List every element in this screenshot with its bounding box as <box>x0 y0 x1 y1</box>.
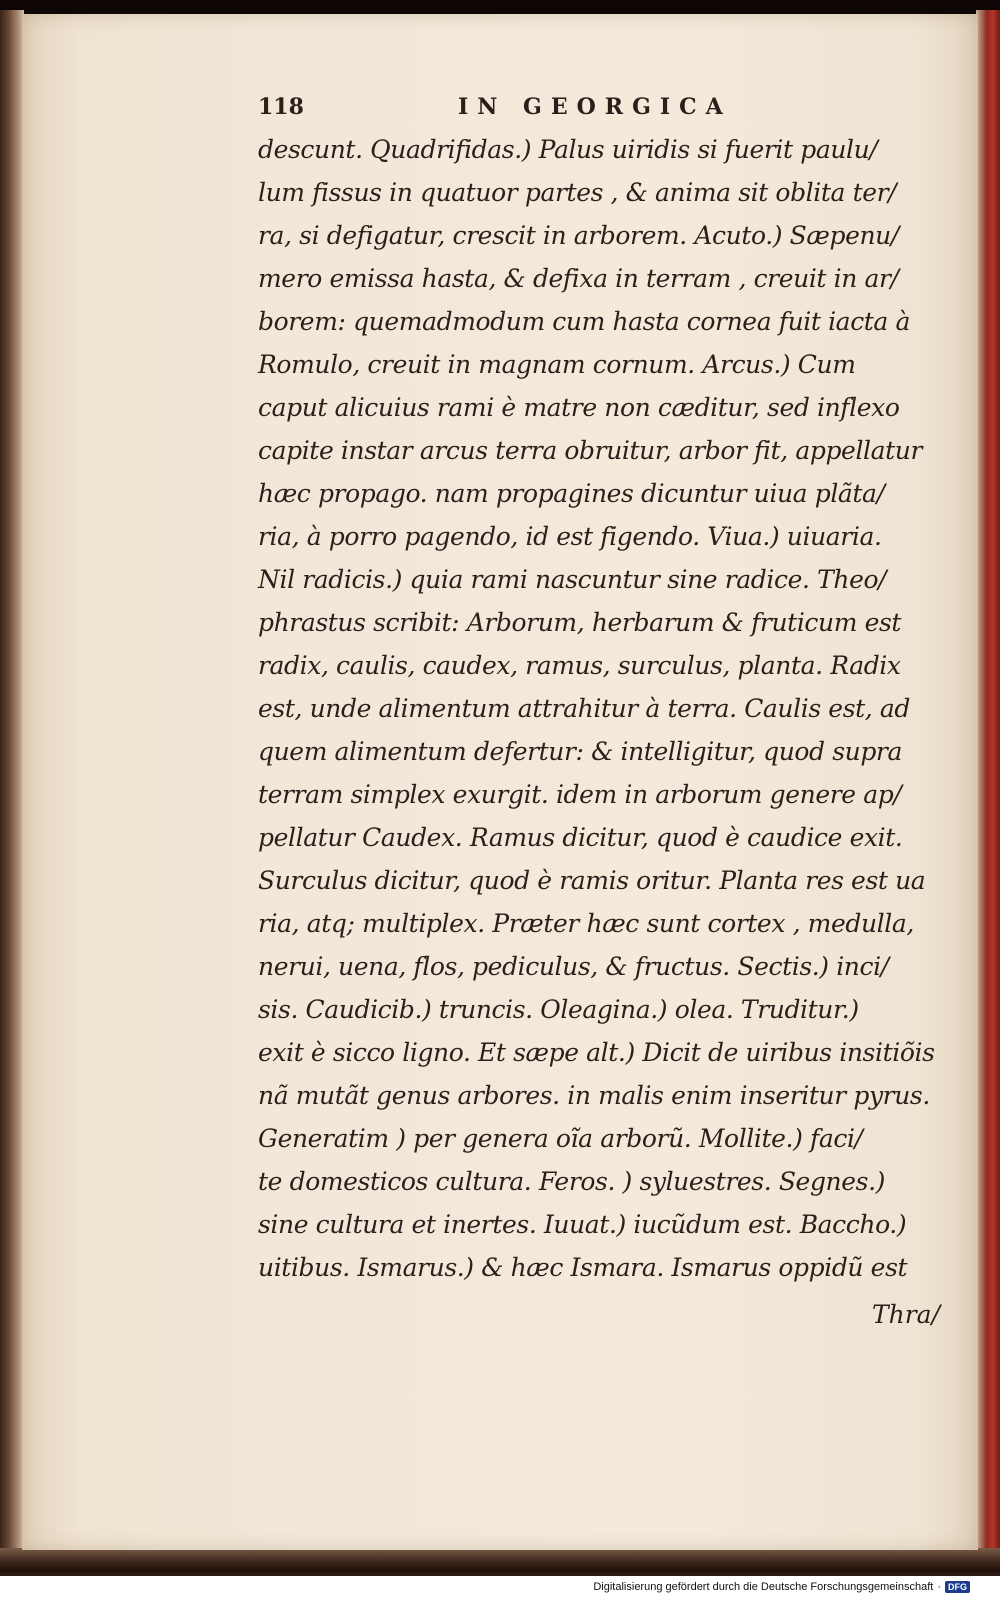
commentary-text <box>258 128 938 1289</box>
text-line: nã mutãt genus arbores. in malis enim inseritur pyrus. <box>258 1081 930 1110</box>
text-line: quem alimentum defertur: & intelligitur, quod supra <box>258 737 902 766</box>
credit-text: Digitalisierung gefördert durch die Deutsche Forschungsgemeinschaft <box>593 1581 934 1593</box>
text-line: caput alicuius rami è matre non cæditur, sed inflexo <box>258 393 900 422</box>
scan-top-border <box>0 0 1000 14</box>
text-line: est, unde alimentum attrahitur à terra. Caulis est, ad <box>258 694 910 723</box>
text-line: pellatur Caudex. Ramus dicitur, quod è caudice exit. <box>258 823 903 852</box>
book-fore-edge <box>976 10 1000 1570</box>
text-line: sine cultura et inertes. Iuuat.) iucũdum est. Baccho.) <box>258 1210 907 1239</box>
text-line: hæc propago. nam propagines dicuntur uiua plãta/ <box>258 479 885 508</box>
text-line: radix, caulis, caudex, ramus, surculus, planta. Radix <box>258 651 901 680</box>
catchword: Thra/ <box>871 1300 940 1329</box>
text-line: te domesticos cultura. Feros. ) syluestres. Segnes.) <box>258 1167 885 1196</box>
page-number: 118 <box>258 94 304 120</box>
dfg-logo: DFG <box>945 1581 970 1593</box>
text-line: sis. Caudicib.) truncis. Oleagina.) olea. Truditur.) <box>258 995 859 1024</box>
text-line: capite instar arcus terra obruitur, arbor fit, appellatur <box>258 436 923 465</box>
text-line: terram simplex exurgit. idem in arborum genere ap/ <box>258 780 902 809</box>
text-line: descunt. Quadrifidas.) Palus uiridis si fuerit paulu/ <box>258 135 878 164</box>
text-line: ra, si defigatur, crescit in arborem. Acuto.) Sæpenu/ <box>258 221 899 250</box>
text-line: uitibus. Ismarus.) & hæc Ismara. Ismarus oppidũ est <box>258 1253 908 1282</box>
text-line: borem: quemadmodum cum hasta cornea fuit iacta à <box>258 307 910 336</box>
book-bottom-edge <box>0 1548 1000 1572</box>
digitization-credit: Digitalisierung gefördert durch die Deutsche Forschungsgemeinschaft · DFG <box>593 1578 970 1596</box>
text-line: ria, atq; multiplex. Præter hæc sunt cortex , medulla, <box>258 909 914 938</box>
text-line: Romulo, creuit in magnam cornum. Arcus.) Cum <box>258 350 856 379</box>
page-header <box>258 94 938 128</box>
text-line: ria, à porro pagendo, id est figendo. Viua.) uiuaria. <box>258 522 882 551</box>
text-line: Generatim ) per genera oĩa arborũ. Mollite.) faci/ <box>258 1124 863 1153</box>
text-line: mero emissa hasta, & defixa in terram , creuit in ar/ <box>258 264 899 293</box>
text-line: lum fissus in quatuor partes , & anima sit oblita ter/ <box>258 178 897 207</box>
text-line: exit è sicco ligno. Et sæpe alt.) Dicit de uiribus insitiõis <box>258 1038 935 1067</box>
running-head: IN GEORGICA <box>458 94 732 120</box>
text-line: phrastus scribit: Arborum, herbarum & fruticum est <box>258 608 902 637</box>
text-line: Nil radicis.) quia rami nascuntur sine radice. Theo/ <box>258 565 887 594</box>
text-line: Surculus dicitur, quod è ramis oritur. Planta res est ua <box>258 866 926 895</box>
book-spine-edge <box>0 10 24 1570</box>
text-line: nerui, uena, flos, pediculus, & fructus. Sectis.) inci/ <box>258 952 889 981</box>
